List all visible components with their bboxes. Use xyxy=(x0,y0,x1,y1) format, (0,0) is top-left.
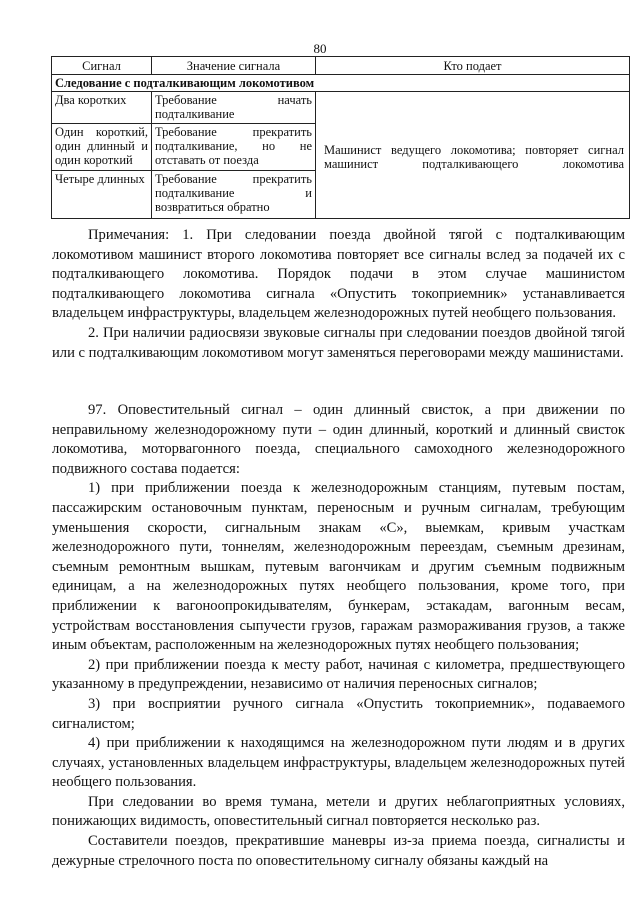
section-97-item-2: 2) при приближении поезда к месту работ, начиная с километра, предшествующего указанному в предупреждении, независимо от наличия переносных сигналов; xyxy=(52,656,625,693)
table-row xyxy=(52,92,630,124)
meaning-cell: Требование начать подталкивание xyxy=(152,92,316,124)
column-header-meaning: Значение сигнала xyxy=(152,57,316,75)
section-97-intro: 97. Оповестительный сигнал – один длинный свисток, а при движении по неправильному железнодорожному пути – один длинный, короткий и длинный свисток локомотива, моторвагонного поезда, специального самоходного железнодорожного подвижного состава подается: xyxy=(52,402,625,477)
section-97-fog: При следовании во время тумана, метели и других неблагоприятных условиях, понижающих видимость, оповестительный сигнал повторяется несколько раз. xyxy=(52,793,625,830)
meaning-cell: Требование прекратить подталкивание и возвратиться обратно xyxy=(152,171,316,219)
note-1: Примечания: 1. При следовании поезда двойной тягой с подталкивающим локомотивом машинист второго локомотива повторяет все сигналы вслед за подачей их с подталкивающего локомотива. Порядок подачи в этом случае машинистом подталкивающего локомотива сигнала «Опустить токоприемник» устанавливается владельцем инфраструктуры, владельцем железнодорожных путей необщего пользования. xyxy=(52,227,625,322)
section-97 xyxy=(52,401,625,871)
section-97-item-1: 1) при приближении поезда к железнодорожным станциям, путевым постам, пассажирским остановочным пунктам, переносным и ручным сигналам, требующим уменьшения скорости, сигнальным знакам «С», выемкам, кривым участкам железнодорожного пути, тоннелям, железнодорожным переездам, съемным дрезинам, съемным ремонтным вышкам, путевым вагончикам и другим съемным подвижным единицам, а на железнодорожных путях необщего пользования, кроме того, при приближении к вагоноопрокидывателям, бункерам, эстакадам, вагонным весам, устройствам восстановления сыпучести грузов, гаражам размораживания грузов, а также иным объектам, расположенным на железнодорожных путях необщего пользования; xyxy=(52,480,625,654)
meaning-cell: Требование прекратить подталкивание, но не отставать от поезда xyxy=(152,124,316,171)
section-97-final: Составители поездов, прекратившие маневры из-за приема поезда, сигналисты и дежурные стрелочного поста по оповестительному сигналу обязаны каждый на xyxy=(52,833,625,869)
column-header-signal: Сигнал xyxy=(52,57,152,75)
signal-cell: Один короткий, один длинный и один короткий xyxy=(52,124,152,171)
who-cell: Машинист ведущего локомотива; повторяет сигнал машинист подталкивающего локомотива xyxy=(316,92,630,219)
signals-table xyxy=(51,56,630,219)
table-section-row xyxy=(52,75,630,92)
section-97-item-3: 3) при восприятии ручного сигнала «Опустить токоприемник», подаваемого сигналистом; xyxy=(52,695,625,732)
notes-block xyxy=(52,226,625,363)
column-header-who: Кто подает xyxy=(316,57,630,75)
section-title: Следование с подталкивающим локомотивом xyxy=(52,75,630,92)
table-header-row xyxy=(52,57,630,75)
signal-cell: Два коротких xyxy=(52,92,152,124)
section-97-item-4: 4) при приближении к находящимся на железнодорожном пути людям и в других случаях, установленных владельцем инфраструктуры, владельцем железнодорожных путей необщего пользования. xyxy=(52,735,625,791)
page-number: 80 xyxy=(313,41,327,56)
signal-cell: Четыре длинных xyxy=(52,171,152,219)
note-2: 2. При наличии радиосвязи звуковые сигналы при следовании поездов двойной тягой или с подталкивающим локомотивом могут заменяться переговорами между машинистами. xyxy=(52,324,625,361)
